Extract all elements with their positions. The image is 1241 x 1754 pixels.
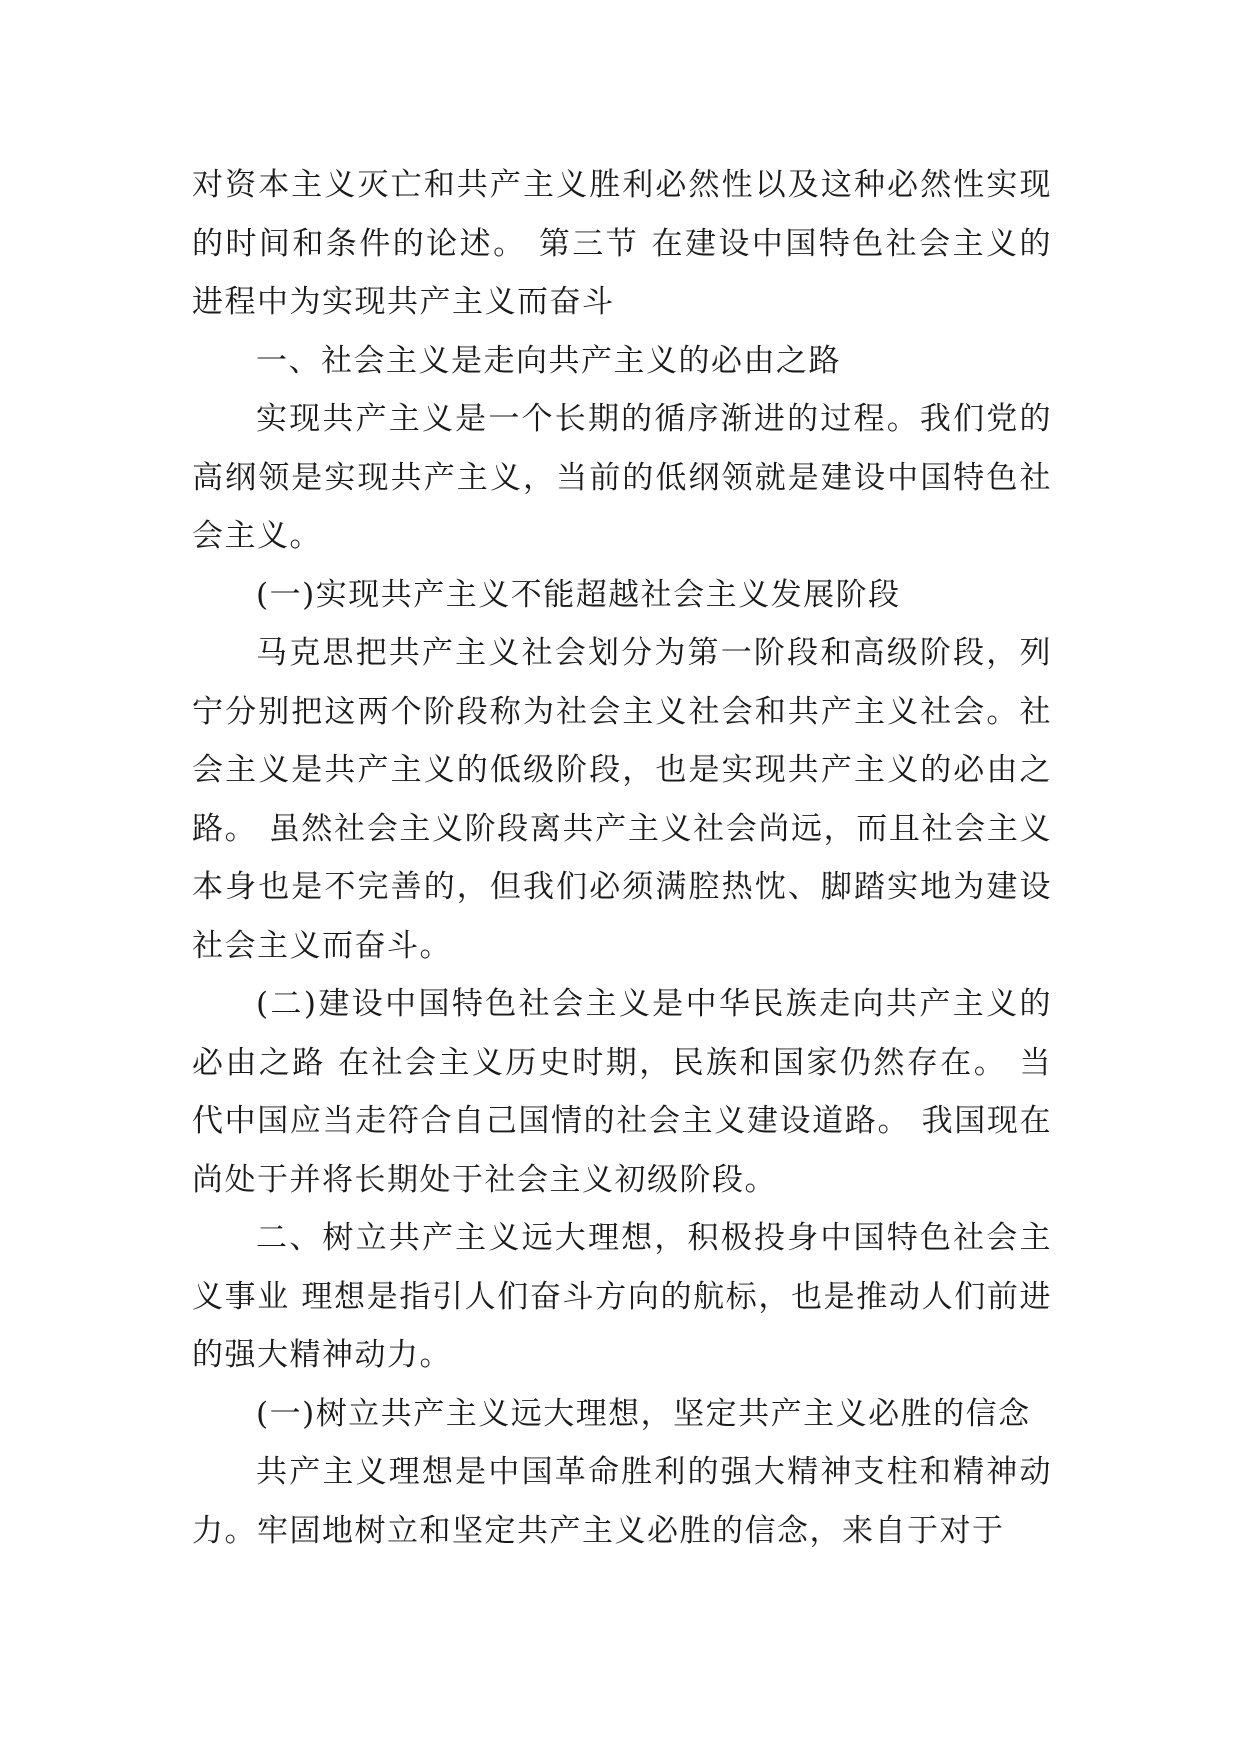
paragraph-1: 对资本主义灭亡和共产主义胜利必然性以及这种必然性实现的时间和条件的论述。 第三节 在建设中国特色社会主义的进程中为实现共产主义而奋斗: [192, 167, 1052, 320]
document-body: [192, 156, 1052, 1560]
subsection-heading-2: (一)树立共产主义远大理想，坚定共产主义必胜的信念: [256, 1395, 1031, 1432]
paragraph-2: 实现共产主义是一个长期的循序渐进的过程。我们党的高纲领是实现共产主义，当前的低纲领就是建设中国特色社会主义。: [192, 401, 1052, 554]
paragraph-4: (二)建设中国特色社会主义是中华民族走向共产主义的必由之路 在社会主义历史时期，民族和国家仍然存在。 当代中国应当走符合自己国情的社会主义建设道路。 我国现在尚处于并将长期处于社会主义初级阶段。: [192, 986, 1052, 1198]
section-heading-1: 一、社会主义是走向共产主义的必由之路: [256, 342, 841, 379]
paragraph-3: 马克思把共产主义社会划分为第一阶段和高级阶段，列宁分别把这两个阶段称为社会主义社会和共产主义社会。社会主义是共产主义的低级阶段，也是实现共产主义的必由之路。 虽然社会主义阶段离共产主义社会尚远，而且社会主义本身也是不完善的，但我们必须满腔热忱、脚踏实地为建设社会主义而奋斗。: [192, 635, 1052, 964]
paragraph-5: 共产主义理想是中国革命胜利的强大精神支柱和精神动力。牢固地树立和坚定共产主义必胜的信念，来自于对于: [192, 1454, 1052, 1549]
section-heading-2: 二、树立共产主义远大理想，积极投身中国特色社会主义事业 理想是指引人们奋斗方向的航标，也是推动人们前进的强大精神动力。: [192, 1220, 1052, 1373]
subsection-heading-1: (一)实现共产主义不能超越社会主义发展阶段: [256, 576, 901, 613]
